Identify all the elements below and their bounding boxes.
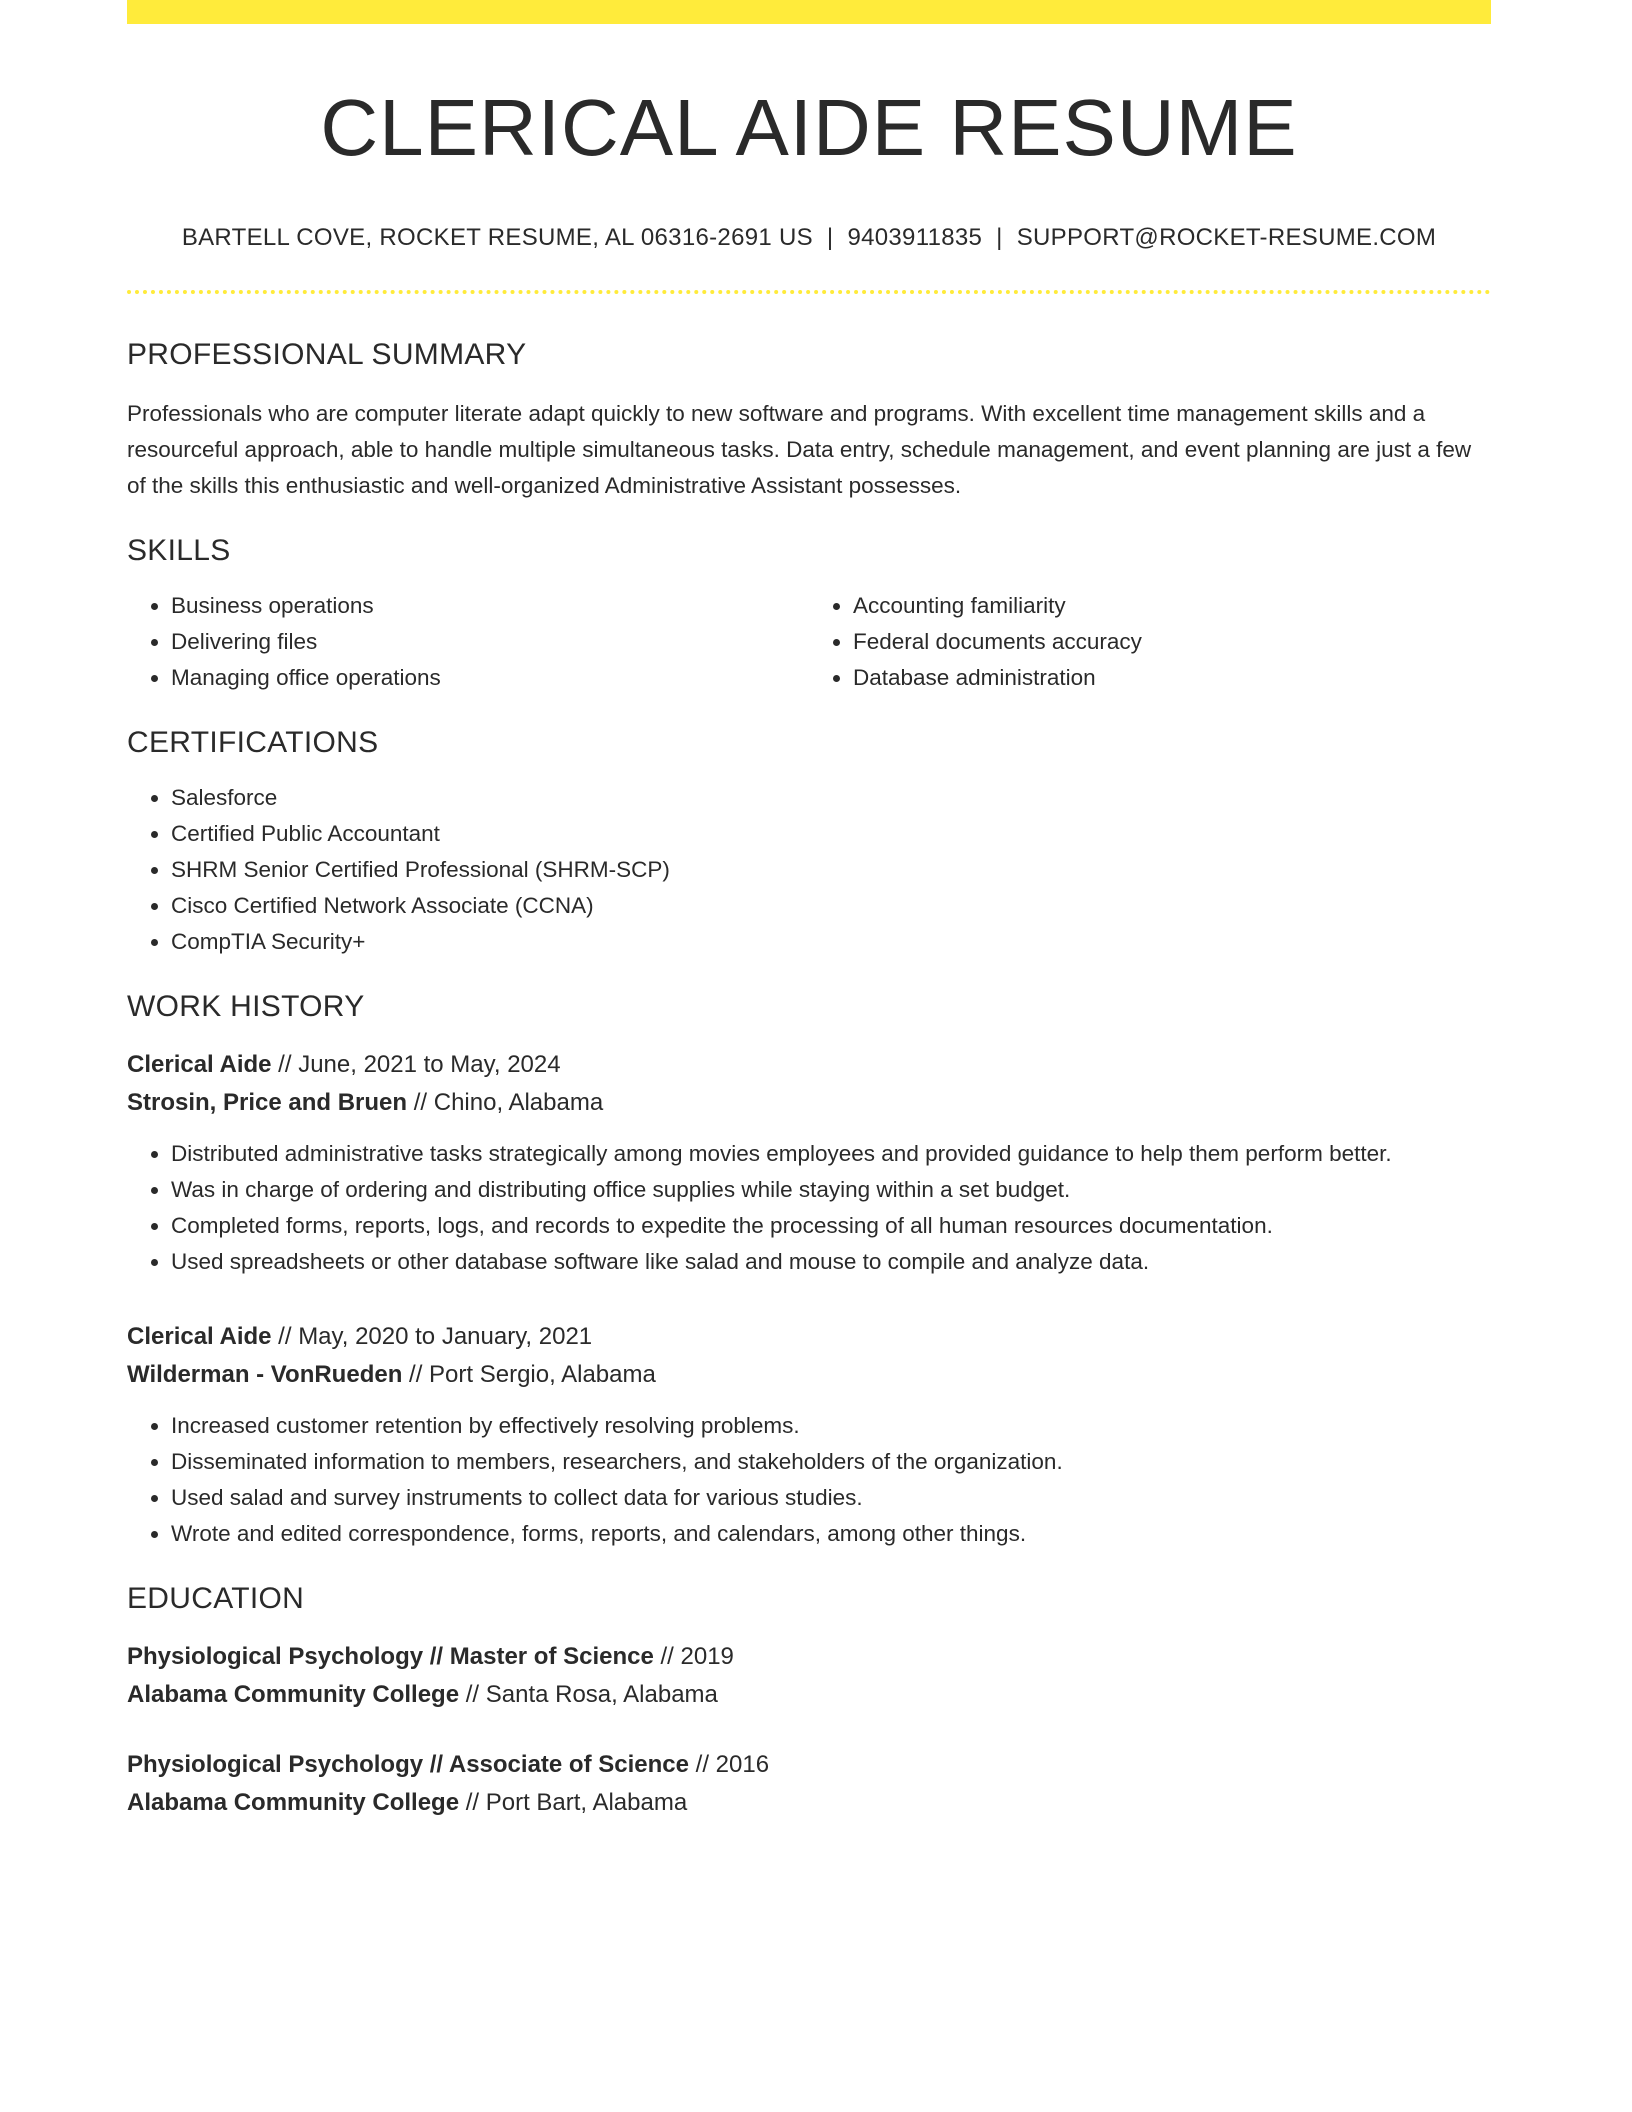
skills-column-left xyxy=(127,588,809,696)
job-bullet: • Used salad and survey instruments to collect data for various studies. xyxy=(171,1480,1491,1516)
job-bullet: • Completed forms, reports, logs, and records to expedite the processing of all human resources documentation. xyxy=(171,1208,1491,1244)
degree-year: // 2019 xyxy=(653,1643,734,1670)
skill-item: • Delivering files xyxy=(171,624,809,660)
skills-list xyxy=(127,588,1491,696)
job-title-line xyxy=(127,1318,1491,1356)
school-location: // Santa Rosa, Alabama xyxy=(459,1681,718,1708)
job-bullets xyxy=(127,1136,1491,1280)
skills-heading: SKILLS xyxy=(127,534,231,567)
separator: | xyxy=(996,224,1003,251)
phone: 9403911835 xyxy=(847,224,983,251)
job-title-line xyxy=(127,1046,1491,1084)
job-bullet: • Distributed administrative tasks strategically among movies employees and provided guidance to help them perform better. xyxy=(171,1136,1491,1172)
divider xyxy=(127,290,1491,294)
summary-text: Professionals who are computer literate adapt quickly to new software and programs. With excellent time management skills and a resourceful approach, able to handle multiple simultaneous tasks. Data entry, schedule management, and event planning are just a few of the skills this enthusiastic and well-organized Administrative Assistant possesses. xyxy=(127,401,1472,498)
skills-column-right xyxy=(809,588,1491,696)
job-company-line xyxy=(127,1084,1491,1122)
education-entry xyxy=(127,1638,1491,1714)
job-role: Clerical Aide xyxy=(127,1051,272,1078)
job-bullet: • Increased customer retention by effectively resolving problems. xyxy=(171,1408,1491,1444)
email: SUPPORT@ROCKET-RESUME.COM xyxy=(1016,224,1437,251)
job-bullet: • Disseminated information to members, researchers, and stakeholders of the organization. xyxy=(171,1444,1491,1480)
certification-item: • CompTIA Security+ xyxy=(171,924,1491,960)
skill-item: • Accounting familiarity xyxy=(853,588,1491,624)
degree-line xyxy=(127,1638,1491,1676)
degree-year: // 2016 xyxy=(688,1751,770,1778)
skill-item: • Managing office operations xyxy=(171,660,809,696)
job-dates: // June, 2021 to May, 2024 xyxy=(271,1051,561,1078)
job-entry xyxy=(127,1318,1491,1552)
job-company: Strosin, Price and Bruen xyxy=(127,1089,408,1116)
school-line xyxy=(127,1676,1491,1714)
skill-item: • Federal documents accuracy xyxy=(853,624,1491,660)
address: BARTELL COVE, ROCKET RESUME, AL 06316-2691 US xyxy=(181,224,813,251)
job-role: Clerical Aide xyxy=(127,1323,272,1350)
school-line xyxy=(127,1784,1491,1822)
skill-item: • Database administration xyxy=(853,660,1491,696)
skill-item: • Business operations xyxy=(171,588,809,624)
summary-heading: PROFESSIONAL SUMMARY xyxy=(127,338,527,371)
work-history-heading: WORK HISTORY xyxy=(127,990,365,1023)
certification-item: • Salesforce xyxy=(171,780,1491,816)
degree: Physiological Psychology // Associate of Science xyxy=(127,1751,689,1778)
accent-bar xyxy=(127,0,1491,24)
job-company-line xyxy=(127,1356,1491,1394)
job-bullet: • Was in charge of ordering and distributing office supplies while staying within a set budget. xyxy=(171,1172,1491,1208)
degree-line xyxy=(127,1746,1491,1784)
resume-page xyxy=(127,0,1491,1822)
job-location: // Chino, Alabama xyxy=(407,1089,604,1116)
education-entry xyxy=(127,1746,1491,1822)
certification-item: • Cisco Certified Network Associate (CCNA) xyxy=(171,888,1491,924)
job-location: // Port Sergio, Alabama xyxy=(402,1361,656,1388)
job-company: Wilderman - VonRueden xyxy=(127,1361,403,1388)
education-heading: EDUCATION xyxy=(127,1582,305,1615)
degree: Physiological Psychology // Master of Science xyxy=(127,1643,654,1670)
school: Alabama Community College xyxy=(127,1789,460,1816)
job-bullet: • Used spreadsheets or other database software like salad and mouse to compile and analyze data. xyxy=(171,1244,1491,1280)
job-dates: // May, 2020 to January, 2021 xyxy=(271,1323,593,1350)
job-bullet: • Wrote and edited correspondence, forms, reports, and calendars, among other things. xyxy=(171,1516,1491,1552)
certification-item: • Certified Public Accountant xyxy=(171,816,1491,852)
certifications-heading: CERTIFICATIONS xyxy=(127,726,379,759)
school-location: // Port Bart, Alabama xyxy=(459,1789,688,1816)
school: Alabama Community College xyxy=(127,1681,460,1708)
certification-item: • SHRM Senior Certified Professional (SHRM-SCP) xyxy=(171,852,1491,888)
job-bullets xyxy=(127,1408,1491,1552)
separator: | xyxy=(826,224,834,251)
resume-title: CLERICAL AIDE RESUME xyxy=(320,83,1298,172)
job-entry xyxy=(127,1046,1491,1280)
contact-line xyxy=(127,224,1491,252)
certifications-list xyxy=(127,780,1491,960)
